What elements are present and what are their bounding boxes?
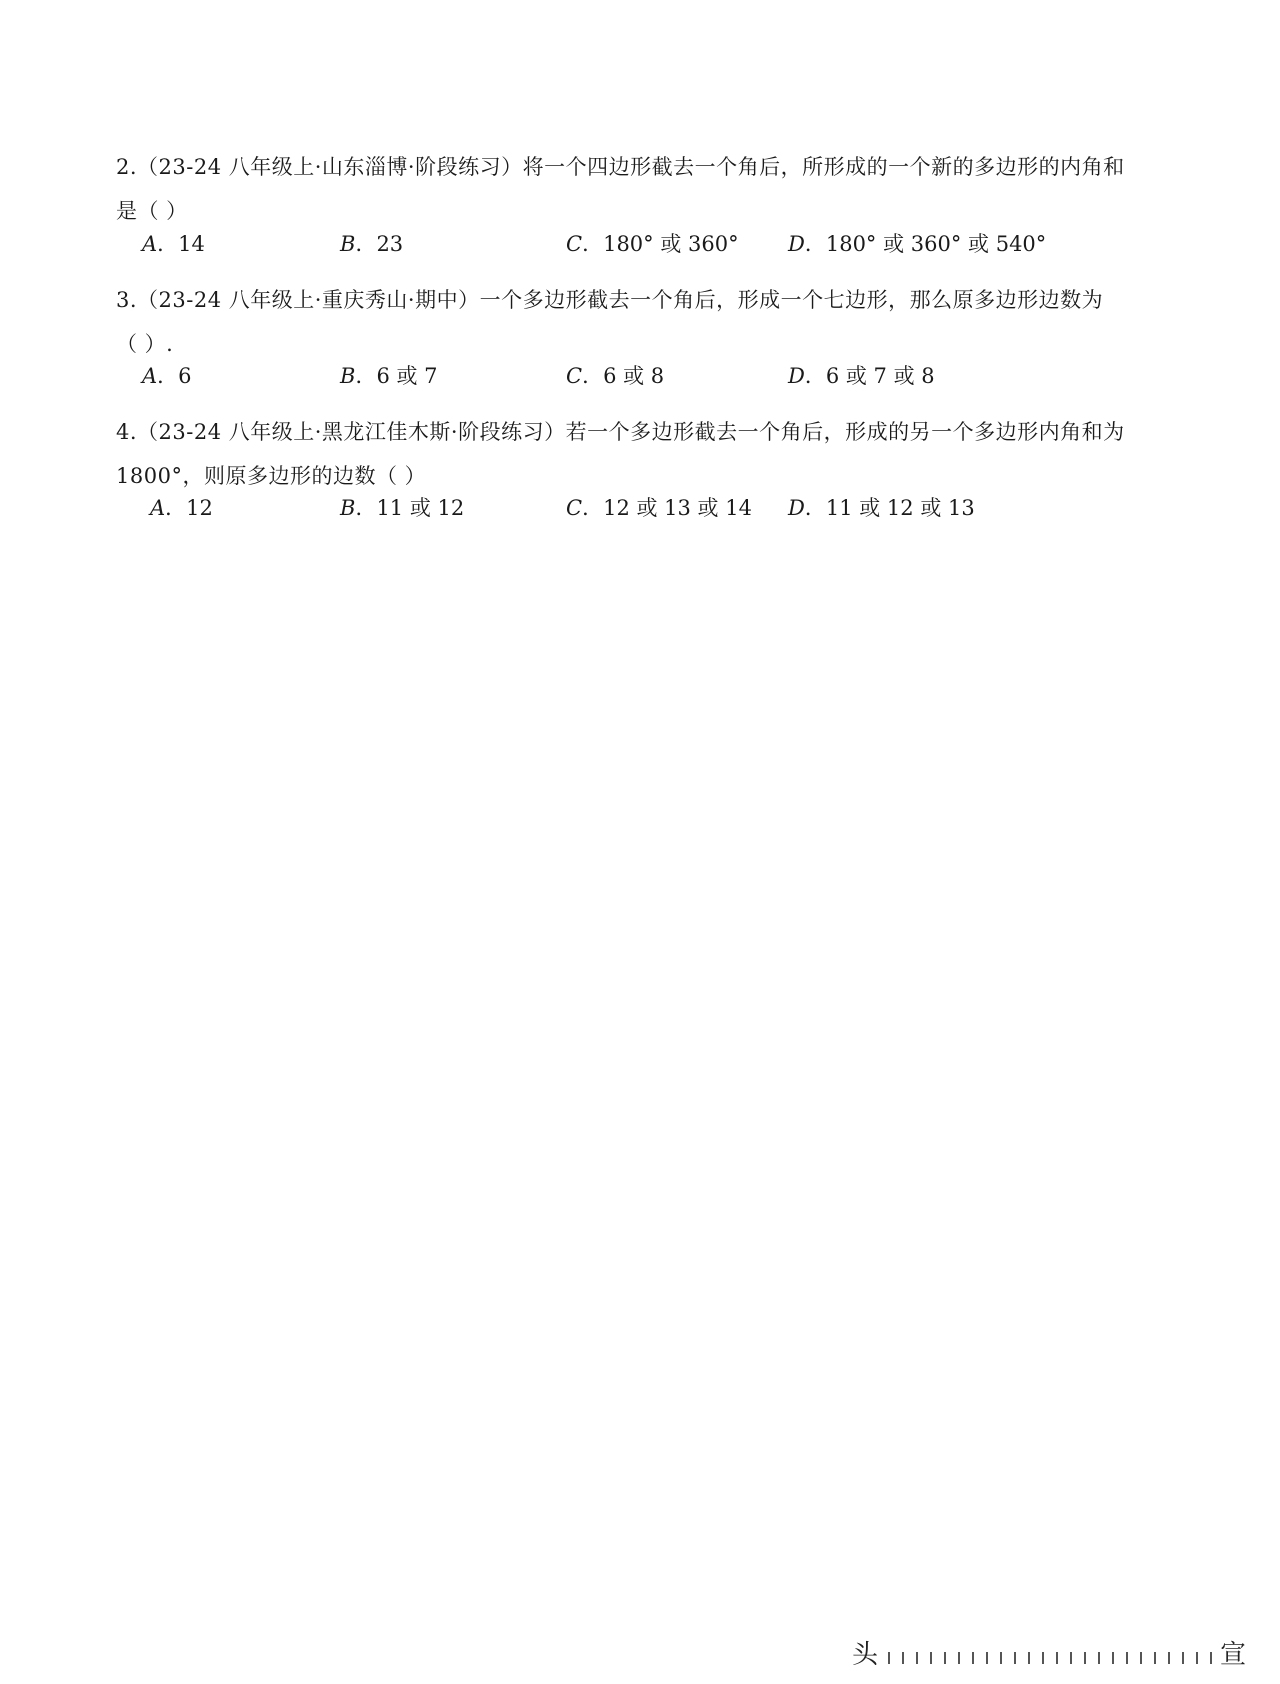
watermark xyxy=(852,1634,1252,1668)
question-2-option-d: D．180° 或 360° 或 540° xyxy=(788,232,1047,256)
question-3-options xyxy=(0,360,1280,400)
question-2-option-b: B．23 xyxy=(340,232,404,256)
watermark-right-glyph: 宣 xyxy=(1220,1640,1247,1668)
question-3-line-1: 3.（23-24 八年级上·重庆秀山·期中）一个多边形截去一个角后，形成一个七边形，那么原多边形边数为 xyxy=(116,288,1104,312)
watermark-left-glyph: 头 xyxy=(852,1640,879,1668)
question-2-option-a: A．14 xyxy=(142,232,205,256)
watermark-bar xyxy=(888,1652,1218,1664)
question-2-line-1: 2.（23-24 八年级上·山东淄博·阶段练习）将一个四边形截去一个角后，所形成的一个新的多边形的内角和 xyxy=(116,155,1125,179)
question-3-line-2: （ ）. xyxy=(116,332,174,356)
question-3-option-c: C．6 或 8 xyxy=(566,364,665,388)
question-3-option-b: B．6 或 7 xyxy=(340,364,438,388)
question-4-option-d: D．11 或 12 或 13 xyxy=(788,496,975,520)
question-4-option-a: A．12 xyxy=(150,496,213,520)
question-2-options xyxy=(0,228,1280,268)
question-3-option-a: A．6 xyxy=(142,364,192,388)
question-3-option-d: D．6 或 7 或 8 xyxy=(788,364,935,388)
question-2-option-c: C．180° 或 360° xyxy=(566,232,739,256)
question-4-stem xyxy=(116,410,1176,498)
question-4-line-2: 1800°，则原多边形的边数（ ） xyxy=(116,464,427,488)
question-2-line-2: 是（ ） xyxy=(116,199,188,223)
question-3-stem xyxy=(116,278,1176,366)
question-4-line-1: 4.（23-24 八年级上·黑龙江佳木斯·阶段练习）若一个多边形截去一个角后，形成的另一个多边形内角和为 xyxy=(116,420,1125,444)
question-4-option-b: B．11 或 12 xyxy=(340,496,465,520)
question-4-options xyxy=(0,492,1280,532)
question-4-option-c: C．12 或 13 或 14 xyxy=(566,496,752,520)
question-2-stem xyxy=(116,145,1176,233)
